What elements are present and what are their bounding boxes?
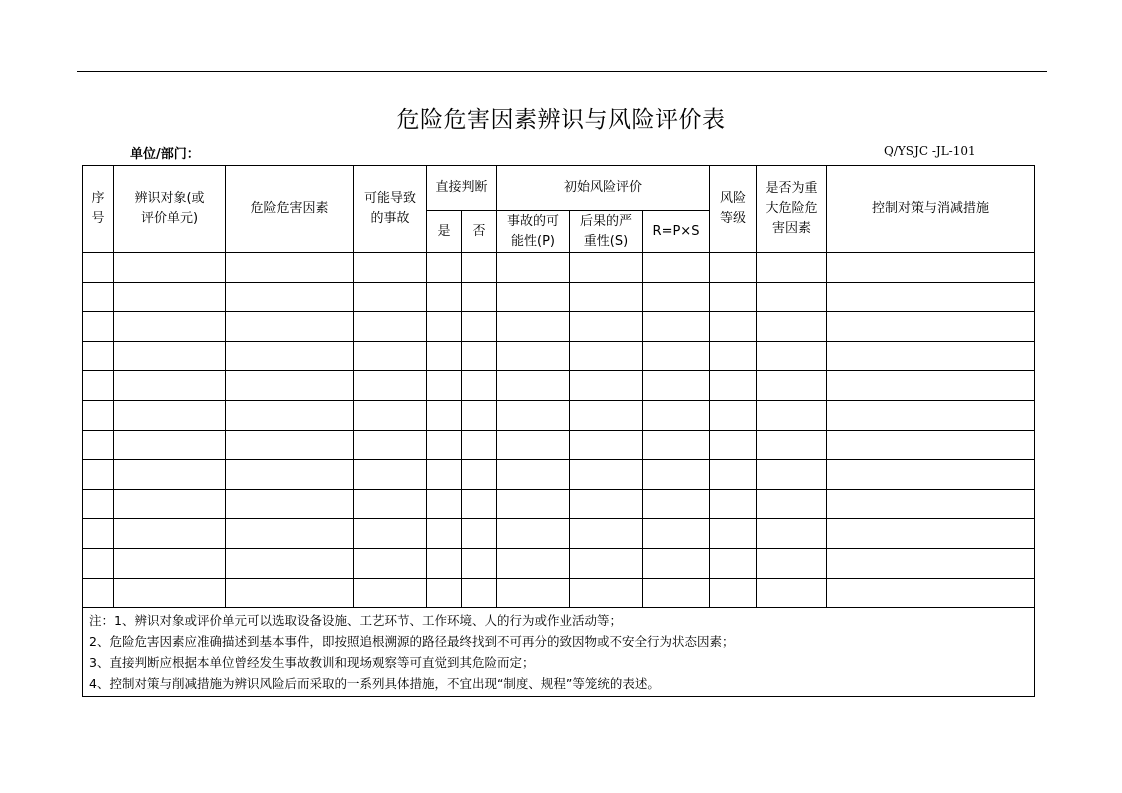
table-cell[interactable] — [757, 312, 827, 342]
table-cell[interactable] — [570, 548, 643, 578]
document-title: 危险危害因素辨识与风险评价表 — [396, 107, 726, 133]
table-cell[interactable] — [83, 519, 114, 549]
table-cell[interactable] — [427, 312, 462, 342]
table-cell[interactable] — [827, 430, 1035, 460]
table-row — [83, 489, 1035, 519]
table-cell[interactable] — [226, 578, 354, 608]
header-measures: 控制对策与消减措施 — [827, 166, 1035, 253]
table-row — [83, 253, 1035, 283]
table-cell[interactable] — [757, 282, 827, 312]
table-cell[interactable] — [643, 312, 710, 342]
table-cell[interactable] — [462, 400, 497, 430]
table-cell[interactable] — [83, 253, 114, 283]
table-cell[interactable] — [226, 548, 354, 578]
table-cell[interactable] — [827, 519, 1035, 549]
table-cell[interactable] — [462, 312, 497, 342]
table-cell[interactable] — [427, 430, 462, 460]
table-cell[interactable] — [462, 460, 497, 490]
table-cell[interactable] — [643, 400, 710, 430]
table-cell[interactable] — [427, 489, 462, 519]
table-cell[interactable] — [226, 519, 354, 549]
table-cell[interactable] — [570, 341, 643, 371]
table-cell[interactable] — [570, 519, 643, 549]
note-line: 注：1、辨识对象或评价单元可以选取设备设施、工艺环节、工作环境、人的行为或作业活动等； — [89, 613, 622, 629]
table-cell[interactable] — [226, 489, 354, 519]
table-cell[interactable] — [757, 371, 827, 401]
table-cell[interactable] — [226, 400, 354, 430]
table-cell[interactable] — [427, 371, 462, 401]
table-cell[interactable] — [83, 430, 114, 460]
table-row — [83, 312, 1035, 342]
table-cell[interactable] — [570, 400, 643, 430]
unit-label: 单位/部门： — [130, 147, 200, 162]
table-cell[interactable] — [497, 519, 570, 549]
table-cell[interactable] — [827, 371, 1035, 401]
table-cell[interactable] — [710, 460, 757, 490]
table-cell[interactable] — [827, 282, 1035, 312]
table-cell[interactable] — [83, 548, 114, 578]
table-cell[interactable] — [497, 578, 570, 608]
table-cell[interactable] — [643, 578, 710, 608]
table-cell[interactable] — [710, 430, 757, 460]
table-cell[interactable] — [114, 519, 226, 549]
table-cell[interactable] — [427, 341, 462, 371]
table-cell[interactable] — [497, 341, 570, 371]
table-cell[interactable] — [462, 548, 497, 578]
table-cell[interactable] — [827, 400, 1035, 430]
table-cell[interactable] — [462, 430, 497, 460]
table-cell[interactable] — [83, 400, 114, 430]
table-cell[interactable] — [497, 460, 570, 490]
table-cell[interactable] — [462, 341, 497, 371]
table-cell[interactable] — [643, 430, 710, 460]
table-cell[interactable] — [570, 253, 643, 283]
table-cell[interactable] — [226, 312, 354, 342]
table-cell[interactable] — [462, 578, 497, 608]
table-cell[interactable] — [570, 282, 643, 312]
table-cell[interactable] — [497, 253, 570, 283]
note-line: 3、直接判断应根据本单位曾经发生事故教训和现场观察等可直觉到其危险而定； — [89, 655, 535, 671]
header-yes: 是 — [427, 211, 462, 253]
table-cell[interactable] — [757, 489, 827, 519]
header-likelihood: 事故的可能性(P) — [497, 211, 570, 253]
table-cell[interactable] — [427, 400, 462, 430]
table-cell[interactable] — [497, 430, 570, 460]
table-cell[interactable] — [570, 371, 643, 401]
table-cell[interactable] — [83, 341, 114, 371]
table-row — [83, 519, 1035, 549]
table-cell[interactable] — [570, 489, 643, 519]
header-initial-eval: 初始风险评价 — [497, 166, 710, 211]
table-cell[interactable] — [354, 430, 427, 460]
table-cell[interactable] — [643, 548, 710, 578]
table-row — [83, 341, 1035, 371]
table-cell[interactable] — [570, 460, 643, 490]
table-row — [83, 282, 1035, 312]
table-cell[interactable] — [710, 489, 757, 519]
header-accident: 可能导致的事故 — [354, 166, 427, 253]
table-cell[interactable] — [427, 282, 462, 312]
table-cell[interactable] — [83, 489, 114, 519]
table-cell[interactable] — [462, 282, 497, 312]
table-cell[interactable] — [114, 460, 226, 490]
table-cell[interactable] — [757, 253, 827, 283]
table-cell[interactable] — [354, 341, 427, 371]
table-cell[interactable] — [354, 371, 427, 401]
table-cell[interactable] — [462, 253, 497, 283]
top-rule — [77, 71, 1047, 72]
table-cell[interactable] — [427, 460, 462, 490]
table-cell[interactable] — [827, 548, 1035, 578]
table-cell[interactable] — [497, 400, 570, 430]
table-cell[interactable] — [354, 253, 427, 283]
header-object: 辨识对象(或评价单元) — [114, 166, 226, 253]
table-cell[interactable] — [497, 282, 570, 312]
table-cell[interactable] — [643, 253, 710, 283]
table-row — [83, 371, 1035, 401]
table-cell[interactable] — [226, 282, 354, 312]
table-cell[interactable] — [83, 371, 114, 401]
header-risk-level: 风险等级 — [710, 166, 757, 253]
table-cell[interactable] — [427, 578, 462, 608]
table-cell[interactable] — [643, 519, 710, 549]
header-risk-formula: R=P×S — [643, 211, 710, 253]
table-cell[interactable] — [354, 489, 427, 519]
table-cell[interactable] — [497, 371, 570, 401]
table-cell[interactable] — [354, 548, 427, 578]
table-cell[interactable] — [462, 519, 497, 549]
table-cell[interactable] — [83, 282, 114, 312]
table-cell[interactable] — [757, 400, 827, 430]
table-cell[interactable] — [114, 341, 226, 371]
table-cell[interactable] — [354, 578, 427, 608]
table-cell[interactable] — [710, 312, 757, 342]
table-cell[interactable] — [827, 578, 1035, 608]
table-cell[interactable] — [570, 312, 643, 342]
table-cell[interactable] — [114, 548, 226, 578]
risk-evaluation-table — [82, 165, 1035, 697]
table-cell[interactable] — [710, 253, 757, 283]
table-cell[interactable] — [827, 253, 1035, 283]
table-cell[interactable] — [83, 578, 114, 608]
document-code: Q/YSJC -JL-101 — [884, 144, 976, 158]
table-cell[interactable] — [827, 341, 1035, 371]
header-row-1 — [83, 166, 1035, 211]
table-cell[interactable] — [570, 430, 643, 460]
table-cell[interactable] — [643, 371, 710, 401]
table-cell[interactable] — [354, 282, 427, 312]
table-cell[interactable] — [710, 548, 757, 578]
table-row — [83, 578, 1035, 608]
table-cell[interactable] — [710, 400, 757, 430]
table-cell[interactable] — [114, 430, 226, 460]
table-cell[interactable] — [757, 430, 827, 460]
table-cell[interactable] — [757, 548, 827, 578]
table-cell[interactable] — [354, 519, 427, 549]
table-cell[interactable] — [427, 548, 462, 578]
table-row — [83, 548, 1035, 578]
table-row — [83, 430, 1035, 460]
table-cell[interactable] — [114, 400, 226, 430]
table-row — [83, 460, 1035, 490]
table-cell[interactable] — [354, 460, 427, 490]
table-cell[interactable] — [710, 519, 757, 549]
header-no: 否 — [462, 211, 497, 253]
table-cell[interactable] — [354, 400, 427, 430]
header-direct: 直接判断 — [427, 166, 497, 211]
header-major: 是否为重大危险危害因素 — [757, 166, 827, 253]
header-severity: 后果的严重性(S) — [570, 211, 643, 253]
table-cell[interactable] — [710, 341, 757, 371]
table-row — [83, 400, 1035, 430]
table-cell[interactable] — [226, 253, 354, 283]
table-cell[interactable] — [226, 460, 354, 490]
table-cell[interactable] — [226, 341, 354, 371]
table-cell[interactable] — [114, 312, 226, 342]
table-cell[interactable] — [757, 519, 827, 549]
table-cell[interactable] — [710, 578, 757, 608]
table-cell[interactable] — [497, 548, 570, 578]
table-cell[interactable] — [114, 282, 226, 312]
table-cell[interactable] — [114, 371, 226, 401]
table-cell[interactable] — [757, 460, 827, 490]
table-cell[interactable] — [710, 282, 757, 312]
table-cell[interactable] — [114, 578, 226, 608]
table-cell[interactable] — [497, 489, 570, 519]
table-cell[interactable] — [757, 578, 827, 608]
note-line: 4、控制对策与削减措施为辨识风险后而采取的一系列具体措施，不宜出现“制度、规程”等笼统的表述。 — [89, 676, 660, 692]
table-cell[interactable] — [83, 312, 114, 342]
table-cell[interactable] — [643, 460, 710, 490]
table-cell[interactable] — [83, 460, 114, 490]
table-cell[interactable] — [827, 312, 1035, 342]
table-cell[interactable] — [462, 489, 497, 519]
table-cell[interactable] — [643, 489, 710, 519]
table-cell[interactable] — [757, 341, 827, 371]
table-cell[interactable] — [710, 371, 757, 401]
table-cell[interactable] — [427, 519, 462, 549]
table-cell[interactable] — [827, 460, 1035, 490]
table-cell[interactable] — [643, 282, 710, 312]
table-cell[interactable] — [497, 312, 570, 342]
table-cell[interactable] — [827, 489, 1035, 519]
table-cell[interactable] — [354, 312, 427, 342]
table-cell[interactable] — [226, 371, 354, 401]
table-cell[interactable] — [462, 371, 497, 401]
notes-row — [83, 608, 1035, 697]
table-cell[interactable] — [570, 578, 643, 608]
table-cell[interactable] — [114, 253, 226, 283]
header-seq: 序号 — [83, 166, 114, 253]
table-cell[interactable] — [643, 341, 710, 371]
header-hazard: 危险危害因素 — [226, 166, 354, 253]
table-cell[interactable] — [226, 430, 354, 460]
table-cell[interactable] — [427, 253, 462, 283]
notes-cell — [83, 608, 1035, 697]
note-line: 2、危险危害因素应准确描述到基本事件，即按照追根溯源的路径最终找到不可再分的致因物或不安全行为状态因素； — [89, 634, 735, 650]
table-cell[interactable] — [114, 489, 226, 519]
